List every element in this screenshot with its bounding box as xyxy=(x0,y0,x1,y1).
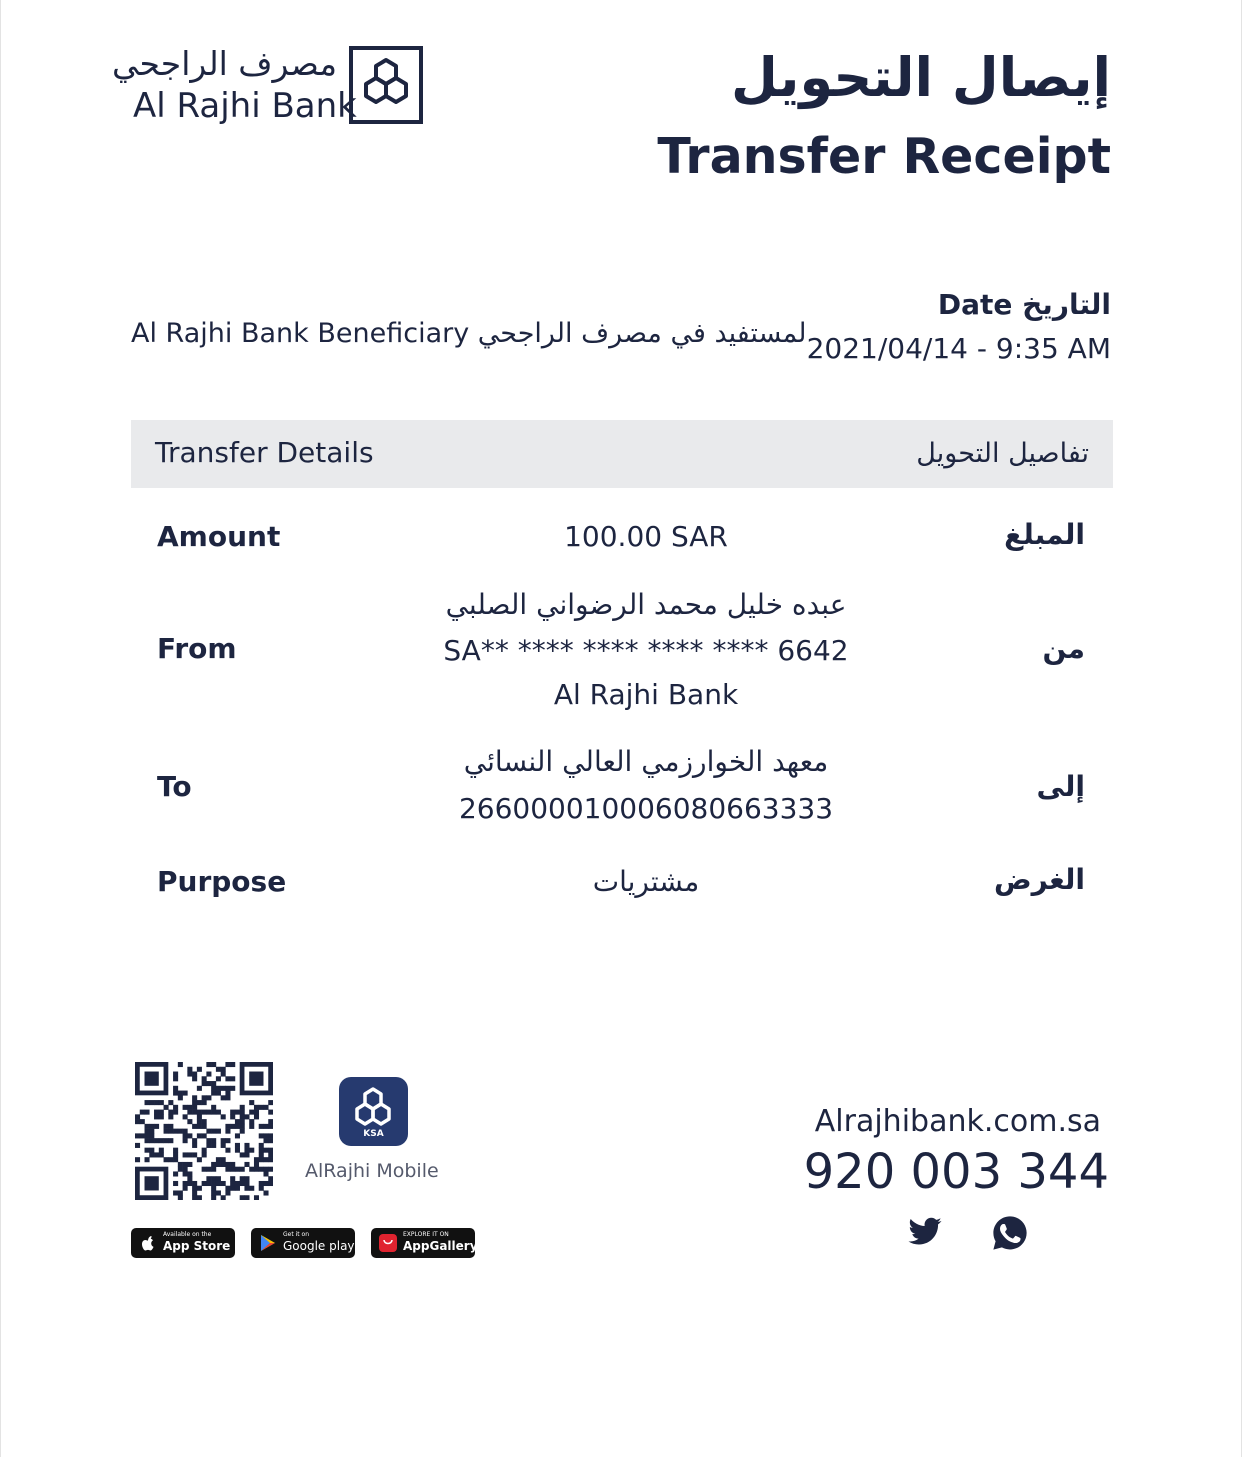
apple-icon xyxy=(138,1233,158,1253)
google-play-badge-small: Get it on xyxy=(283,1231,310,1238)
twitter-icon[interactable] xyxy=(905,1214,945,1250)
amount-label-arabic: المبلغ xyxy=(1004,518,1085,551)
alrajhi-mobile-app-icon[interactable] xyxy=(339,1077,408,1146)
details-header xyxy=(131,420,1113,488)
to-label-arabic: إلى xyxy=(1036,770,1085,803)
amount-value: 100.00 SAR xyxy=(564,520,728,553)
google-play-badge[interactable] xyxy=(251,1228,355,1258)
whatsapp-icon[interactable] xyxy=(991,1214,1029,1252)
date-label: Date التاريخ xyxy=(937,288,1111,321)
app-name: AlRajhi Mobile xyxy=(305,1160,439,1182)
from-bank: Al Rajhi Bank xyxy=(553,678,739,711)
from-account: SA** **** **** **** **** 6642 xyxy=(443,634,849,667)
date-value: 2021/04/14 - 9:35 AM xyxy=(806,332,1111,365)
to-name: معهد الخوارزمي العالي النسائي xyxy=(463,745,829,778)
bank-name-arabic: مصرف الراجحي xyxy=(111,44,337,83)
app-store-badge[interactable] xyxy=(131,1228,235,1258)
purpose-label-arabic: الغرض xyxy=(994,863,1085,896)
details-header-english: Transfer Details xyxy=(155,436,374,469)
details-header-arabic: تفاصيل التحويل xyxy=(916,438,1089,469)
phone-number[interactable]: 920 003 344 xyxy=(803,1144,1109,1200)
purpose-label-english: Purpose xyxy=(157,865,287,898)
app-icon-label: KSA xyxy=(363,1129,384,1139)
app-store-badge-large: App Store xyxy=(163,1239,231,1253)
title-arabic: إيصال التحويل xyxy=(730,46,1111,109)
purpose-value: مشتريات xyxy=(592,865,700,898)
transfer-type: Al Rajhi Bank Beneficiary لمستفيد في مصرف الراجحي xyxy=(131,318,807,349)
bank-logo-icon xyxy=(349,46,423,124)
from-label-arabic: من xyxy=(1042,632,1085,665)
app-store-badge-small: Available on the xyxy=(163,1231,212,1238)
app-gallery-badge-large: AppGallery xyxy=(403,1239,478,1253)
app-gallery-badge-small: EXPLORE IT ON xyxy=(403,1231,449,1238)
bank-name-english: Al Rajhi Bank xyxy=(133,86,357,126)
amount-label-english: Amount xyxy=(157,520,281,553)
google-play-badge-large: Google play xyxy=(283,1239,355,1253)
huawei-icon xyxy=(378,1233,398,1253)
from-label-english: From xyxy=(157,632,237,665)
website-link[interactable]: Alrajhibank.com.sa xyxy=(814,1104,1101,1139)
app-gallery-badge[interactable] xyxy=(371,1228,478,1258)
to-label-english: To xyxy=(157,770,192,803)
qr-code xyxy=(135,1062,273,1200)
from-name: عبده خليل محمد الرضواني الصلبي xyxy=(445,588,847,621)
to-account: 266000010006080663333 xyxy=(458,792,834,825)
title-english: Transfer Receipt xyxy=(657,128,1111,185)
play-icon xyxy=(258,1233,278,1253)
